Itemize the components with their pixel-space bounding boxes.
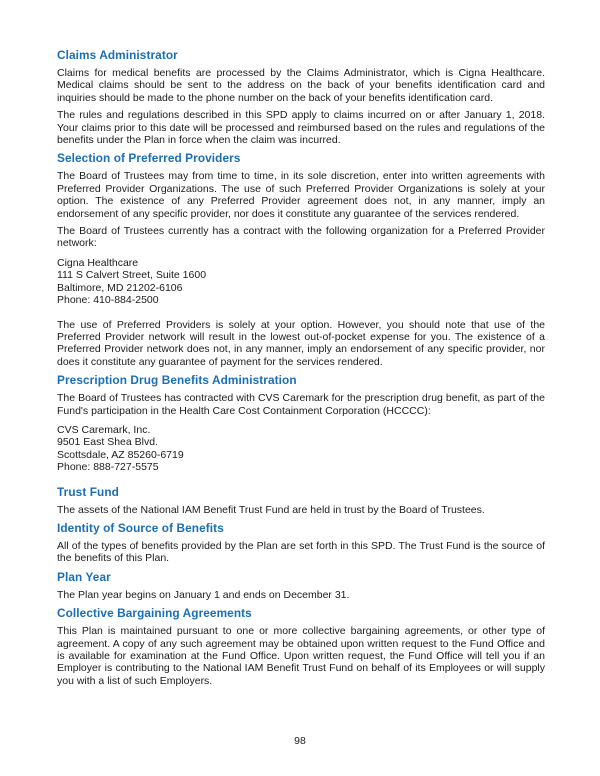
paragraph: This Plan is maintained pursuant to one or more collective bargaining agreements, or other type of agreement. A copy of any such agreement may be obtained upon written request to the Fund Office and is available for examination at the Fund Office. Upon written request, the Fund Office will tell you if an Employer is contributing to the National IAM Benefit Trust Fund on behalf of its Employees or will supply you with a list of such Employers. — [57, 625, 545, 687]
address-line: 9501 East Shea Blvd. — [57, 436, 158, 449]
address-block-cvs-caremark — [57, 424, 545, 474]
section-heading-trust-fund: Trust Fund — [57, 484, 119, 499]
section-heading-prescription-drug-benefits-administration: Prescription Drug Benefits Administration — [57, 373, 297, 388]
paragraph: The assets of the National IAM Benefit Trust Fund are held in trust by the Board of Trustees. — [57, 503, 485, 516]
paragraph: All of the types of benefits provided by the Plan are set forth in this SPD. The Trust Fund is the source of the benefits of this Plan. — [57, 539, 545, 565]
paragraph: The Board of Trustees currently has a contract with the following organization for a Preferred Provider network: — [57, 225, 545, 250]
section-heading-selection-of-preferred-providers: Selection of Preferred Providers — [57, 151, 241, 166]
address-block-cigna — [57, 257, 545, 307]
paragraph: The Board of Trustees has contracted with CVS Caremark for the prescription drug benefit, as part of the Fund's participation in the Health Care Cost Containment Corporation (HCCCC): — [57, 392, 545, 417]
paragraph: The rules and regulations described in this SPD apply to claims incurred on or after January 1, 2018. Your claims prior to this date will be processed and reimbursed based on the rules and regulations of the benefits under the Plan in force when the claim was incurred. — [57, 109, 545, 147]
address-line: 111 S Calvert Street, Suite 1600 — [57, 269, 207, 282]
address-line: Phone: 410-884-2500 — [57, 294, 159, 307]
paragraph: The Plan year begins on January 1 and ends on December 31. — [57, 588, 350, 601]
page-number: 98 — [294, 735, 306, 747]
section-heading-identity-of-source-of-benefits: Identity of Source of Benefits — [57, 520, 224, 535]
paragraph: The use of Preferred Providers is solely at your option. However, you should note that use of the Preferred Provider network will result in the lowest out-of-pocket expense for you. The existence of a Preferred Provider network does not, in any manner, imply an endorsement of any specific provider, nor does it constitute any guarantee of payment for the services rendered. — [57, 318, 545, 368]
paragraph: Claims for medical benefits are processed by the Claims Administrator, which is Cigna Healthcare. Medical claims should be sent to the address on the back of your benefits identification card and inquiries should be made to the phone number on the back of your benefits identification card. — [57, 67, 545, 104]
section-heading-plan-year: Plan Year — [57, 569, 111, 584]
address-line: Scottsdale, AZ 85260-6719 — [57, 448, 184, 461]
address-line: Cigna Healthcare — [57, 256, 139, 269]
section-heading-claims-administrator: Claims Administrator — [57, 48, 178, 62]
address-line: Baltimore, MD 21202-6106 — [57, 281, 183, 294]
section-heading-collective-bargaining-agreements: Collective Bargaining Agreements — [57, 606, 252, 621]
address-line: CVS Caremark, Inc. — [57, 423, 151, 436]
paragraph: The Board of Trustees may from time to time, in its sole discretion, enter into written agreements with Preferred Provider Organizations. The use of such Preferred Provider Organizations is solely at your option. The existence of any Preferred Provider agreement does not, in any manner, imply an endorsement of any specific provider, nor does it constitute any guarantee of the services rendered. — [57, 170, 545, 220]
address-line: Phone: 888-727-5575 — [57, 461, 159, 474]
document-content — [57, 49, 545, 692]
